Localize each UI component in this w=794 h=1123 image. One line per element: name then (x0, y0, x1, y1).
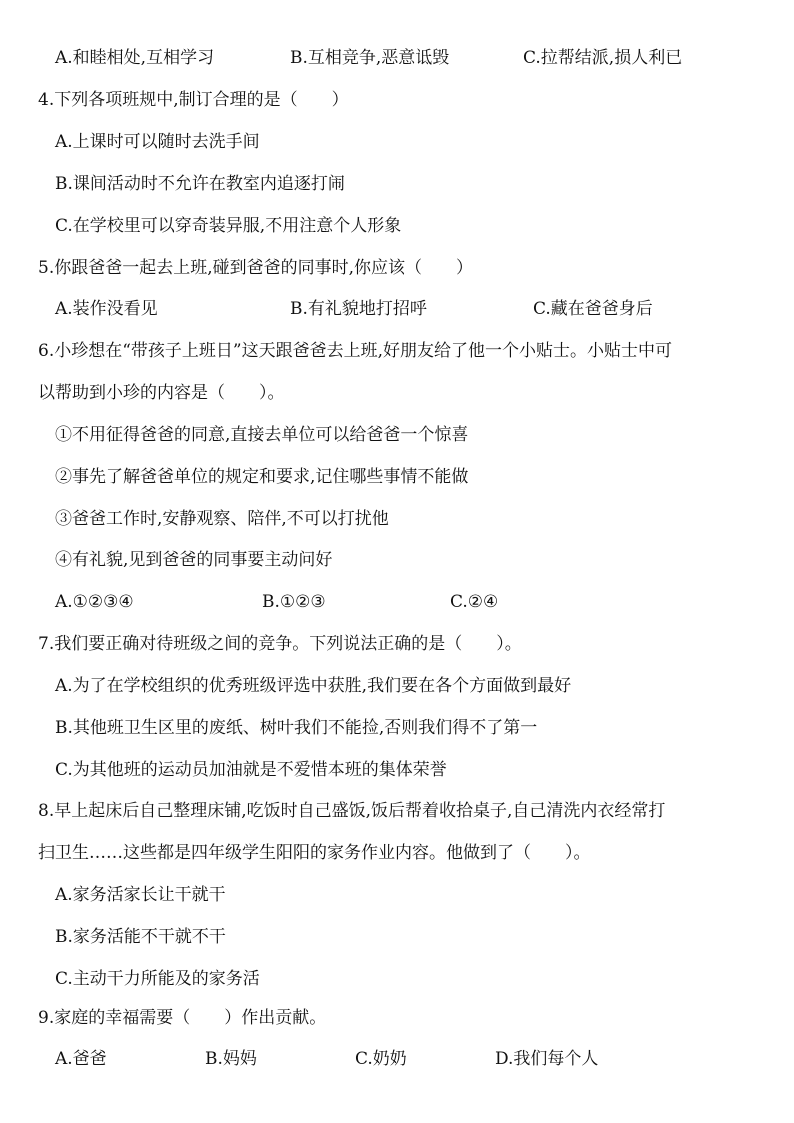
q6-stem-line2: 以帮助到小珍的内容是（ ）。 (38, 383, 285, 403)
q4-option-b: B.课间活动时不允许在教室内追逐打闹 (55, 174, 345, 194)
q8-stem-line1: 8.早上起床后自己整理床铺,吃饭时自己盛饭,饭后帮着收拾桌子,自己清洗内衣经常打 (38, 801, 666, 821)
q3-option-c: C.拉帮结派,损人利已 (523, 48, 683, 68)
q6-stem-line1: 6.小珍想在“带孩子上班日”这天跟爸爸去上班,好朋友给了他一个小贴士。小贴士中可 (38, 341, 673, 361)
q6-item-4: ④有礼貌,见到爸爸的同事要主动问好 (55, 550, 333, 570)
q8-option-a: A.家务活家长让干就干 (55, 885, 226, 905)
q4-stem: 4.下列各项班规中,制订合理的是（ ） (38, 90, 349, 110)
q3-option-b: B.互相竞争,恶意诋毁 (290, 48, 450, 68)
q6-option-b: B.①②③ (262, 592, 326, 612)
q6-item-2: ②事先了解爸爸单位的规定和要求,记住哪些事情不能做 (55, 467, 469, 487)
q6-item-3: ③爸爸工作时,安静观察、陪伴,不可以打扰他 (55, 509, 389, 529)
q6-option-a: A.①②③④ (55, 592, 134, 612)
q8-stem-line2: 扫卫生……这些都是四年级学生阳阳的家务作业内容。他做到了（ ）。 (38, 843, 591, 863)
q6-option-c: C.②④ (450, 592, 499, 612)
q9-option-c: C.奶奶 (355, 1049, 407, 1069)
q4-option-a: A.上课时可以随时去洗手间 (55, 132, 260, 152)
q7-stem: 7.我们要正确对待班级之间的竞争。下列说法正确的是（ ）。 (38, 634, 522, 654)
q4-option-c: C.在学校里可以穿奇装异服,不用注意个人形象 (55, 216, 402, 236)
q7-option-a: A.为了在学校组织的优秀班级评选中获胜,我们要在各个方面做到最好 (55, 676, 572, 696)
q5-stem: 5.你跟爸爸一起去上班,碰到爸爸的同事时,你应该（ ） (38, 258, 474, 278)
q9-stem: 9.家庭的幸福需要（ ）作出贡献。 (38, 1008, 327, 1028)
q7-option-b: B.其他班卫生区里的废纸、树叶我们不能捡,否则我们得不了第一 (55, 718, 538, 738)
q5-option-c: C.藏在爸爸身后 (533, 299, 653, 319)
q8-option-b: B.家务活能不干就不干 (55, 927, 226, 947)
q9-option-d: D.我们每个人 (495, 1049, 599, 1069)
q8-option-c: C.主动干力所能及的家务活 (55, 969, 260, 989)
q5-option-a: A.装作没看见 (55, 299, 158, 319)
q9-option-a: A.爸爸 (55, 1049, 107, 1069)
q6-item-1: ①不用征得爸爸的同意,直接去单位可以给爸爸一个惊喜 (55, 425, 469, 445)
q3-option-a: A.和睦相处,互相学习 (55, 48, 215, 68)
q5-option-b: B.有礼貌地打招呼 (290, 299, 427, 319)
q7-option-c: C.为其他班的运动员加油就是不爱惜本班的集体荣誉 (55, 760, 447, 780)
q9-option-b: B.妈妈 (205, 1049, 257, 1069)
